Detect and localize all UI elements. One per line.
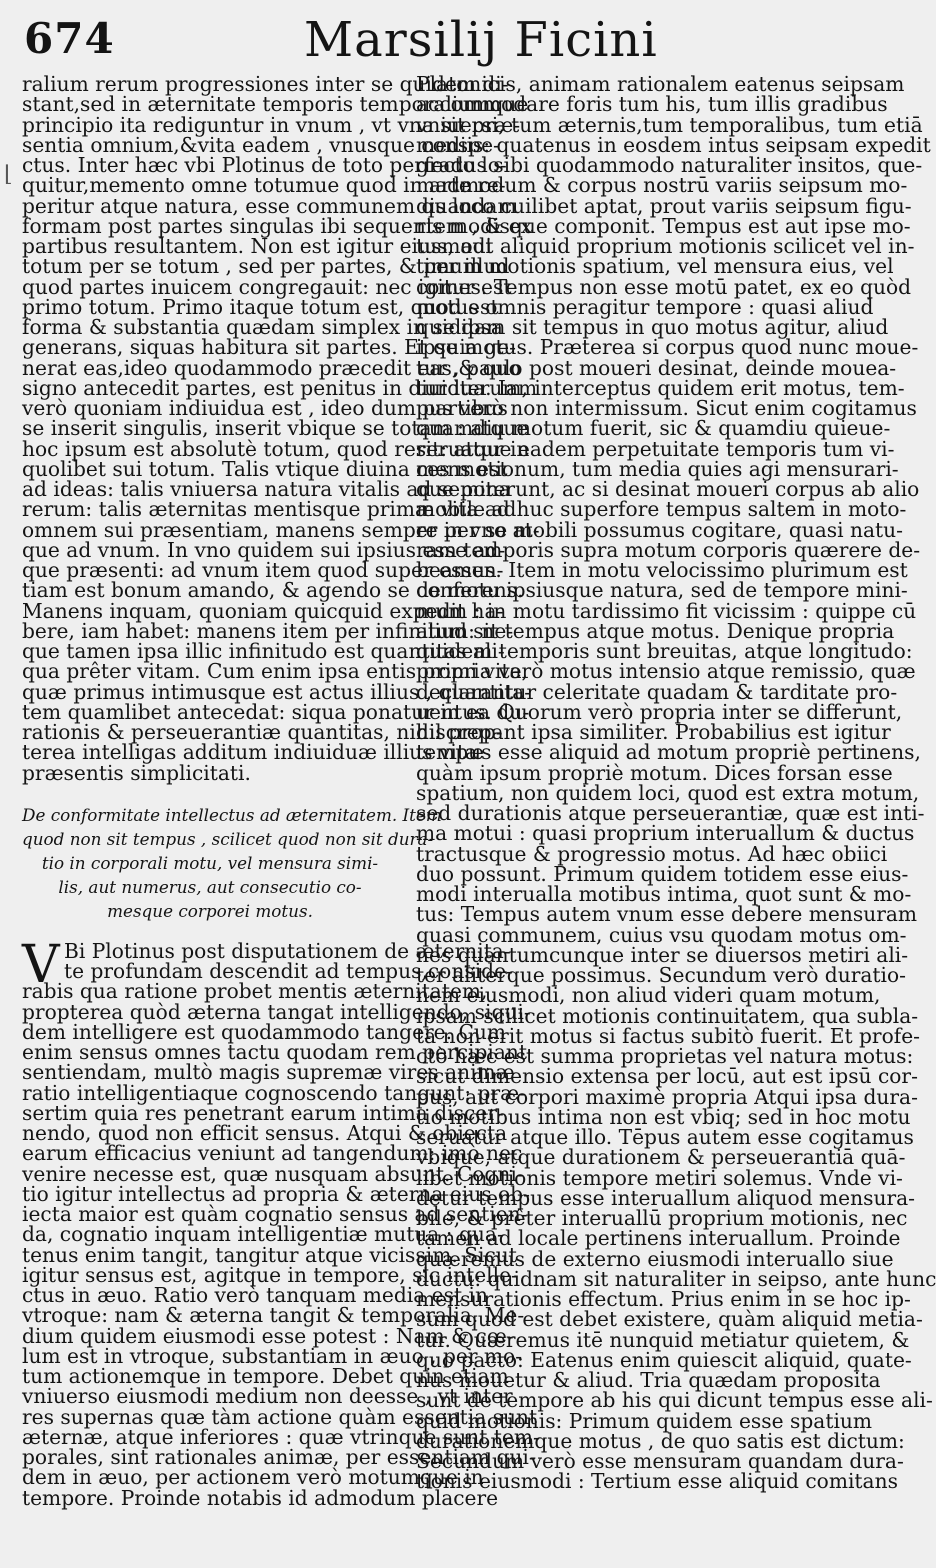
text-line: rationis & perseuerantiæ quantitas, nihil prop- <box>22 720 503 744</box>
text-line: Bi Plotinus post disputationem de æternita- <box>64 938 511 963</box>
text-line: tionis eiusmodi : Tertium esse aliquid comitans <box>416 1469 898 1494</box>
text-line: partibus resultantem. Non est igitur eiusmodi <box>22 234 493 258</box>
text-line: comes. Tempus non esse motū patet, ex eo quòd <box>416 274 912 299</box>
text-line: principio ita rediguntur in vnum , vt vna sit præ- <box>22 112 521 137</box>
text-line: que poterunt, ac si desinat moueri corpus ab alio <box>416 477 920 501</box>
text-line: lis, aut numerus, aut consecutio co- <box>58 876 362 897</box>
text-line: bere, iam habet: manens item per infinitum: ne- <box>22 618 514 643</box>
text-line: tem quamlibet antecedat: siqua ponatur in ea du- <box>22 699 530 724</box>
text-line: nem eiusmodi, non aliud videri quam motum, <box>416 983 881 1008</box>
text-line: totum per se totum , sed per partes, & per illud <box>22 254 510 279</box>
text-line: detur tempus esse interuallum aliquod mensura- <box>416 1185 915 1210</box>
running-head: Marsilij Ficini <box>304 12 658 68</box>
text-line: durationemque motus , de quo satis est dictum: <box>416 1428 905 1453</box>
text-line: sed durationis atque perseuerantiæ, quæ est inti- <box>416 801 925 825</box>
text-line: lum est in vtroque, substantiam in æuo , per mo- <box>22 1343 523 1368</box>
text-line: declarantur celeritate quadam & tarditate pro- <box>416 679 898 704</box>
text-line: ta non erit motus si factus subitò fuerit. Et profe- <box>416 1023 920 1048</box>
text-line: mediis: quatenus in eosdem intus seipsam expedit <box>416 132 931 157</box>
text-line: rerum: talis æternitas mentisque primæ vita ad <box>22 497 510 522</box>
text-line: seruatur atque illo. Tēpus autem esse cogitamus <box>416 1125 914 1149</box>
text-line: gradus sibi quodammodo naturaliter insitos, que- <box>416 153 923 177</box>
text-line: te profundam descendit ad tempus,conside- <box>64 959 513 983</box>
text-line: quid motionis: Primum quidem esse spatium <box>416 1408 873 1433</box>
text-line: Platonicis, animam rationalem eatenus seipsam <box>416 72 905 96</box>
text-line: quàm ipsum propriè motum. Dices forsan esse <box>416 760 893 785</box>
text-line: verò quoniam indiuidua est , ideo dum partibus <box>22 396 508 420</box>
text-line: dem intelligere est quodammodo tangere. Cum <box>22 1019 507 1044</box>
text-line: sunt de tempore ab his qui dicunt tempus esse ali- <box>416 1388 933 1413</box>
text-line: sertim quia res penetrant earum intima discer- <box>22 1100 504 1125</box>
text-line: ris modisque componit. Tempus est aut ipse mo- <box>416 213 911 238</box>
text-line: generans, siquas habitura sit partes. Et quia ge- <box>22 335 516 360</box>
text-line: primo totum. Primo itaque totum est, quod est <box>22 294 499 319</box>
text-line: porales, sint rationales animæ, per essentiam qui- <box>22 1445 536 1469</box>
text-line: sentia omnium,&vita eadem , vnusque conspe- <box>22 132 500 157</box>
text-line: nes quantumcunque inter se diuersos metiri ali- <box>416 942 909 967</box>
section-heading <box>22 803 442 923</box>
text-line: tempus esse aliquid ad motum propriè pertinens, <box>416 740 921 765</box>
text-line: forma & substantia quædam simplex in se ipsa <box>22 315 503 339</box>
text-line: enim sensus omnes tactu quodam rem percipiant <box>22 1040 527 1064</box>
text-line: earum efficacius veniunt ad tangendum: imò nec <box>22 1141 523 1166</box>
text-line: que præsenti: ad vnum item quod super essen- <box>22 558 504 582</box>
text-line: da, cognatio inquam intelligentiæ mutua : qua- <box>22 1222 504 1247</box>
text-line: tur. Quæremus itē nunquid metiatur quietem, & <box>416 1327 910 1352</box>
text-line: quod partes inuicem congregauit: nec igitur est <box>22 274 512 299</box>
text-line: præsentis simplicitati. <box>22 760 251 785</box>
text-line: tur , paulo post moueri desinat, deinde mouea- <box>416 355 897 380</box>
text-line: re per se mobili possumus cogitare, quasi natu- <box>416 517 903 542</box>
text-line: ad ideas: talis vniuersa natura vitalis ad semina <box>22 477 511 501</box>
text-line: bile, & prêter interuallū proprium motionis, nec <box>416 1206 908 1230</box>
text-line: discrepant ipsa similiter. Probabilius est igitur <box>416 720 891 744</box>
text-line: quæremus de externo eiusmodi interuallo siue <box>416 1246 894 1271</box>
text-line: stant,sed in æternitate temporis temporaliumque <box>22 92 529 117</box>
text-line: pus verò non intermissum. Sicut enim cogitamus <box>416 396 917 420</box>
text-line: vniuerso eiusmodi medium non deesse , vt inter <box>22 1384 513 1409</box>
text-line: libet motionis tempore metiri solemus. Vnde vi- <box>416 1165 903 1190</box>
text-line: nus mouetur & aliud. Tria quædam proposita <box>416 1368 881 1392</box>
text-line: ratio intelligentiaque cognoscendo tangunt: præ- <box>22 1080 526 1105</box>
text-line: ctus in æuo. Ratio verò tanquam media est in <box>22 1283 488 1307</box>
text-line: venire necesse est, quæ nusquam absunt. Cogni- <box>22 1161 524 1186</box>
paragraph-2 <box>22 934 540 1510</box>
text-line: ctus. Inter hæc vbi Plotinus de toto perfecto lo- <box>22 153 507 177</box>
text-line: ces motionum, tum media quies agi mensurari- <box>416 456 899 481</box>
text-line: quæ primus intimusque est actus illius , quantita- <box>22 679 532 704</box>
text-line: peritur atque natura, esse communem quandam <box>22 193 517 218</box>
text-line: dium quidem eiusmodi esse potest : Nam & cœ- <box>22 1323 514 1348</box>
text-line: propria verò motus intensio atque remissio, quæ <box>416 659 916 684</box>
text-line: ductu: quidnam sit naturaliter in seipso, ante hunc <box>416 1266 936 1291</box>
text-line: ipse motus. Præterea si corpus quod nunc moue- <box>416 335 919 360</box>
paragraph-1 <box>22 72 540 785</box>
text-line: sum quod est debet existere, quàm aliquid metia- <box>416 1307 923 1332</box>
text-line: beamus. Item in motu velocissimo plurimum est <box>416 558 908 582</box>
text-line: tamen ad locale pertinens interuallum. Proinde <box>416 1226 901 1251</box>
text-line: formam post partes singulas ibi sequentem , & ex <box>22 213 533 238</box>
text-line: nendo, quod non efficit sensus. Atqui & obiecta <box>22 1121 508 1145</box>
text-line: dem in æuo, per actionem verò motumque in <box>22 1465 484 1490</box>
text-line: tio motibus intima non est vbiq; sed in hoc motu <box>416 1104 911 1129</box>
text-line: terea intelligas additum indiuiduæ illius vitæ <box>22 740 484 765</box>
text-line: Manens inquam, quoniam quicquid expedit ha- <box>22 598 504 623</box>
text-line: omnem sui præsentiam, manens semper in vno at- <box>22 517 540 542</box>
text-line: quidem temporis sunt breuitas, atque longitudo: <box>416 639 913 663</box>
text-line: quasi communem, cuius vsu quodam motus om- <box>416 922 907 947</box>
text-line: vniuersi, tum æternis,tum temporalibus, tum etiā <box>416 112 923 137</box>
text-line: duo possunt. Primum quidem totidem esse eius- <box>416 861 909 886</box>
text-line: pus, aut corpori maximè propria Atqui ipsa dura- <box>416 1084 918 1109</box>
text-line: Secundum verò esse mensuram quandam dura- <box>416 1449 904 1473</box>
page-number: 674 <box>24 14 115 63</box>
text-line: mobile adhuc superfore tempus saltem in moto- <box>416 497 907 522</box>
text-line: signo antecedit partes, est penitus in diuidua. Iam <box>22 375 538 400</box>
text-line: vbique, atque durationem & perseuerantiā quā- <box>416 1145 906 1170</box>
text-line: ter aliterque possimus. Secundum verò duratio- <box>416 963 906 987</box>
text-line: ctò hæc est summa proprietas vel natura motus: <box>416 1044 914 1068</box>
text-line: rit: atque eadem perpetuitate temporis tum vi- <box>416 436 895 461</box>
text-line: modi interualla motibus intima, quot sunt & mo- <box>416 882 912 906</box>
text-line: ma motui : quasi proprium interuallum & ductus <box>416 821 915 846</box>
text-line: tus: Tempus autem vnum esse debere mensuram <box>416 902 918 927</box>
text-line: vtroque: nam & æterna tangit & temporalia. Me- <box>22 1303 525 1328</box>
text-line: sentiendam, multò magis supremæ vires animæ <box>22 1060 515 1085</box>
text-line: tiam est bonum amando, & agendo se conferens. <box>22 578 524 603</box>
right-column <box>416 72 936 1494</box>
text-line: que ad vnum. In vno quidem sui ipsius esse ad- <box>22 537 506 562</box>
text-line: tum actionemque in tempore. Debet quin etiam <box>22 1364 509 1388</box>
left-column <box>22 72 540 1510</box>
text-line: sicut dimensio extensa per locū, aut est ipsū cor- <box>416 1064 918 1089</box>
text-line: quolibet sui totum. Talis vtique diuina mens est <box>22 456 508 481</box>
text-line: tio in corporali motu, vel mensura simi- <box>41 852 379 873</box>
text-line: timum motionis spatium, vel mensura eius, vel <box>416 254 894 279</box>
text-line: ralium rerum progressiones inter se quidem di- <box>22 72 509 96</box>
text-line: quiddam sit tempus in quo motus agitur, aliud <box>416 315 889 339</box>
text-line: nerat eas,ideo quodammodo præcedit eas,& quo <box>22 355 521 380</box>
text-line: æternæ, atque inferiores : quæ vtrinque sunt tem- <box>22 1424 540 1449</box>
text-line: ipsam scilicet motionis continuitatem, qua subla- <box>416 1003 919 1028</box>
text-line: res supernas quæ tàm actione quàm essentia sunt <box>22 1404 538 1429</box>
text-line: quod non sit tempus , scilicet quod non sit dura- <box>22 828 434 849</box>
text-line: accommodare foris tum his, tum illis gradibus <box>416 92 888 117</box>
text-line: mesque corporei motus. <box>107 900 313 921</box>
text-line: iecta maior est quàm cognatio sensus ad sentien- <box>22 1202 528 1226</box>
drop-cap: V <box>22 934 60 995</box>
text-line: tus, aut aliquid proprium motionis scilicet vel in- <box>416 234 915 258</box>
margin-bracket-mark: ⌊ <box>4 162 13 187</box>
text-line: igitur sensus est, agitque in tempore, sic intelle- <box>22 1262 518 1287</box>
text-line: quitur,memento omne totumue quod in arte re- <box>22 173 506 198</box>
text-line: uentus. Quorum verò propria inter se differunt, <box>416 699 903 724</box>
text-line: mum : in motu tardissimo fit vicissim : quippe cū <box>416 598 917 623</box>
text-line: tio igitur intellectus ad propria & æterna eius ob- <box>22 1181 530 1206</box>
text-line: hoc ipsum est absolutè totum, quod reseruatur in <box>22 436 530 461</box>
text-line: propterea quòd æterna tangat intelligendo, siqui- <box>22 999 531 1024</box>
text-line: de motu ipsiusque natura, sed de tempore mini- <box>416 578 908 603</box>
text-line: mensurationis effectum. Prius enim in se hoc ip- <box>416 1287 911 1311</box>
text-line: De conformitate intellectus ad æternitatem. Item <box>22 804 442 825</box>
text-line: tur iterum, interceptus quidem erit motus, tem- <box>416 375 905 400</box>
text-line: ram temporis supra motum corporis quærere de- <box>416 537 921 562</box>
text-line: quamdiu motum fuerit, sic & quamdiu quieue- <box>416 416 891 441</box>
text-line: motus omnis peragitur tempore : quasi aliud <box>416 294 874 319</box>
text-line: tractusque & progressio motus. Ad hæc obiici <box>416 841 888 866</box>
text-line: quo pacto: Eatenus enim quiescit aliquid, quate- <box>416 1347 912 1372</box>
text-line: madmodum & corpus nostrū variis seipsum mo- <box>416 173 908 198</box>
text-line: dis loco cuilibet aptat, prout variis seipsum figu- <box>416 193 912 218</box>
text-line: tempore. Proinde notabis id admodum placere <box>22 1485 499 1510</box>
text-line: que tamen ipsa illic infinitudo est quantitas ali- <box>22 639 505 663</box>
text-line: qua prêter vitam. Cum enim ipsa entis primi vita, <box>22 659 528 684</box>
text-line: se inserit singulis, inserit vbique se totam : atque <box>22 416 529 441</box>
text-line: spatium, non quidem loci, quod est extra motum, <box>416 780 920 805</box>
text-line: aliud sit tempus atque motus. Denique propria <box>416 618 895 643</box>
text-line: rabis qua ratione probet mentis æternitatem, <box>22 979 488 1004</box>
text-line: tenus enim tangit, tangitur atque vicissim. Sicut <box>22 1242 517 1267</box>
